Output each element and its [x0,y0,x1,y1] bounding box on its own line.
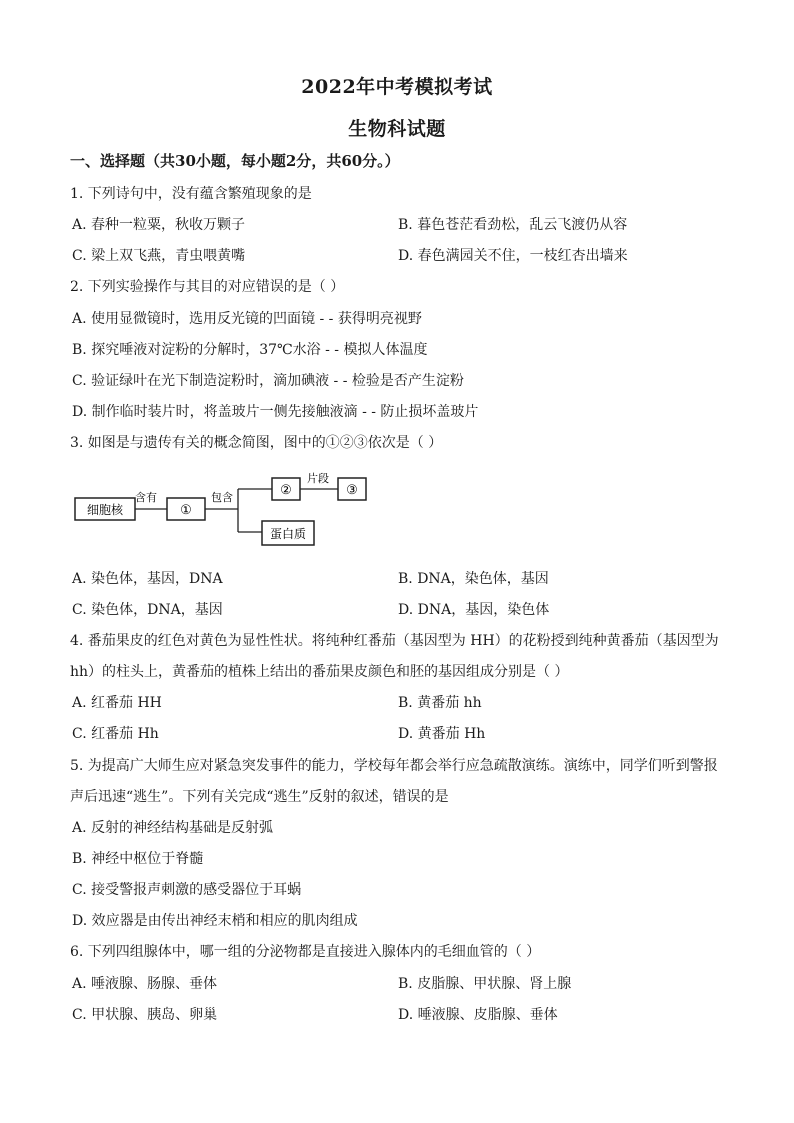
question-6-option-d: D. 唾液腺、皮脂腺、垂体 [398,1007,558,1023]
question-4-stem-line1: 4. 番茄果皮的红色对黄色为显性性状。将纯种红番茄（基因型为 HH）的花粉授到纯种黄番茄（基因型为 [70,633,719,649]
question-1-stem: 1. 下列诗句中，没有蕴含繁殖现象的是 [70,186,312,202]
question-5-option-d: D. 效应器是由传出神经末梢和相应的肌肉组成 [72,913,358,929]
box-protein-label: 蛋白质 [269,527,307,541]
exam-subtitle: 生物科试题 [348,118,446,140]
question-2-stem: 2. 下列实验操作与其目的对应错误的是（ ） [70,279,345,295]
label-contains: 含有 [135,491,157,504]
box-2-label: ② [280,483,292,498]
question-3-option-c: C. 染色体，DNA，基因 [72,602,223,618]
question-1-option-c: C. 梁上双飞燕，青虫喂黄嘴 [72,248,246,264]
exam-title: 2022年中考模拟考试 [301,76,493,98]
question-6-option-a: A. 唾液腺、肠腺、垂体 [72,976,218,992]
question-5-option-b: B. 神经中枢位于脊髓 [72,851,204,867]
question-4-stem-line2: hh）的柱头上，黄番茄的植株上结出的番茄果皮颜色和胚的基因组成分别是（ ） [70,664,569,680]
section-heading: 一、选择题（共30小题，每小题2分，共60分。） [70,152,400,170]
question-5-stem-line1: 5. 为提高广大师生应对紧急突发事件的能力，学校每年都会举行应急疏散演练。演练中，同学们听到警报 [70,758,718,774]
question-4-option-a: A. 红番茄 HH [72,695,162,711]
question-4-option-c: C. 红番茄 Hh [72,726,159,742]
label-includes: 包含 [211,491,233,504]
question-3-option-b: B. DNA，染色体，基因 [398,571,549,587]
question-5-option-c: C. 接受警报声刺激的感受器位于耳蜗 [72,882,302,898]
genetics-concept-diagram [72,470,372,552]
question-2-option-d: D. 制作临时装片时，将盖玻片一侧先接触液滴 - - 防止损坏盖玻片 [72,404,479,420]
question-3-option-a: A. 染色体，基因，DNA [72,571,223,587]
question-4-option-d: D. 黄番茄 Hh [398,726,486,742]
question-6-option-b: B. 皮脂腺、甲状腺、肾上腺 [398,976,572,992]
question-4-option-b: B. 黄番茄 hh [398,695,482,711]
question-1-option-b: B. 暮色苍茫看劲松，乱云飞渡仍从容 [398,217,628,233]
question-3-option-d: D. DNA，基因，染色体 [398,602,550,618]
question-6-stem: 6. 下列四组腺体中，哪一组的分泌物都是直接进入腺体内的毛细血管的（ ） [70,944,541,960]
question-5-stem-line2: 声后迅速“逃生”。下列有关完成“逃生”反射的叙述，错误的是 [70,789,449,805]
question-6-option-c: C. 甲状腺、胰岛、卵巢 [72,1007,218,1023]
question-5-option-a: A. 反射的神经结构基础是反射弧 [72,820,274,836]
box-1-label: ① [180,503,192,518]
question-2-option-c: C. 验证绿叶在光下制造淀粉时，滴加碘液 - - 检验是否产生淀粉 [72,373,464,389]
question-1-option-a: A. 春种一粒粟，秋收万颗子 [72,217,246,233]
label-segment: 片段 [307,472,329,485]
question-2-option-b: B. 探究唾液对淀粉的分解时，37℃水浴 - - 模拟人体温度 [72,342,428,358]
question-1-option-d: D. 春色满园关不住，一枝红杏出墙来 [398,248,628,264]
box-nucleus-label: 细胞核 [86,503,124,517]
box-3-label: ③ [346,483,358,498]
question-3-stem: 3. 如图是与遗传有关的概念简图，图中的①②③依次是（ ） [70,435,443,451]
question-2-option-a: A. 使用显微镜时，选用反光镜的凹面镜 - - 获得明亮视野 [72,311,422,327]
